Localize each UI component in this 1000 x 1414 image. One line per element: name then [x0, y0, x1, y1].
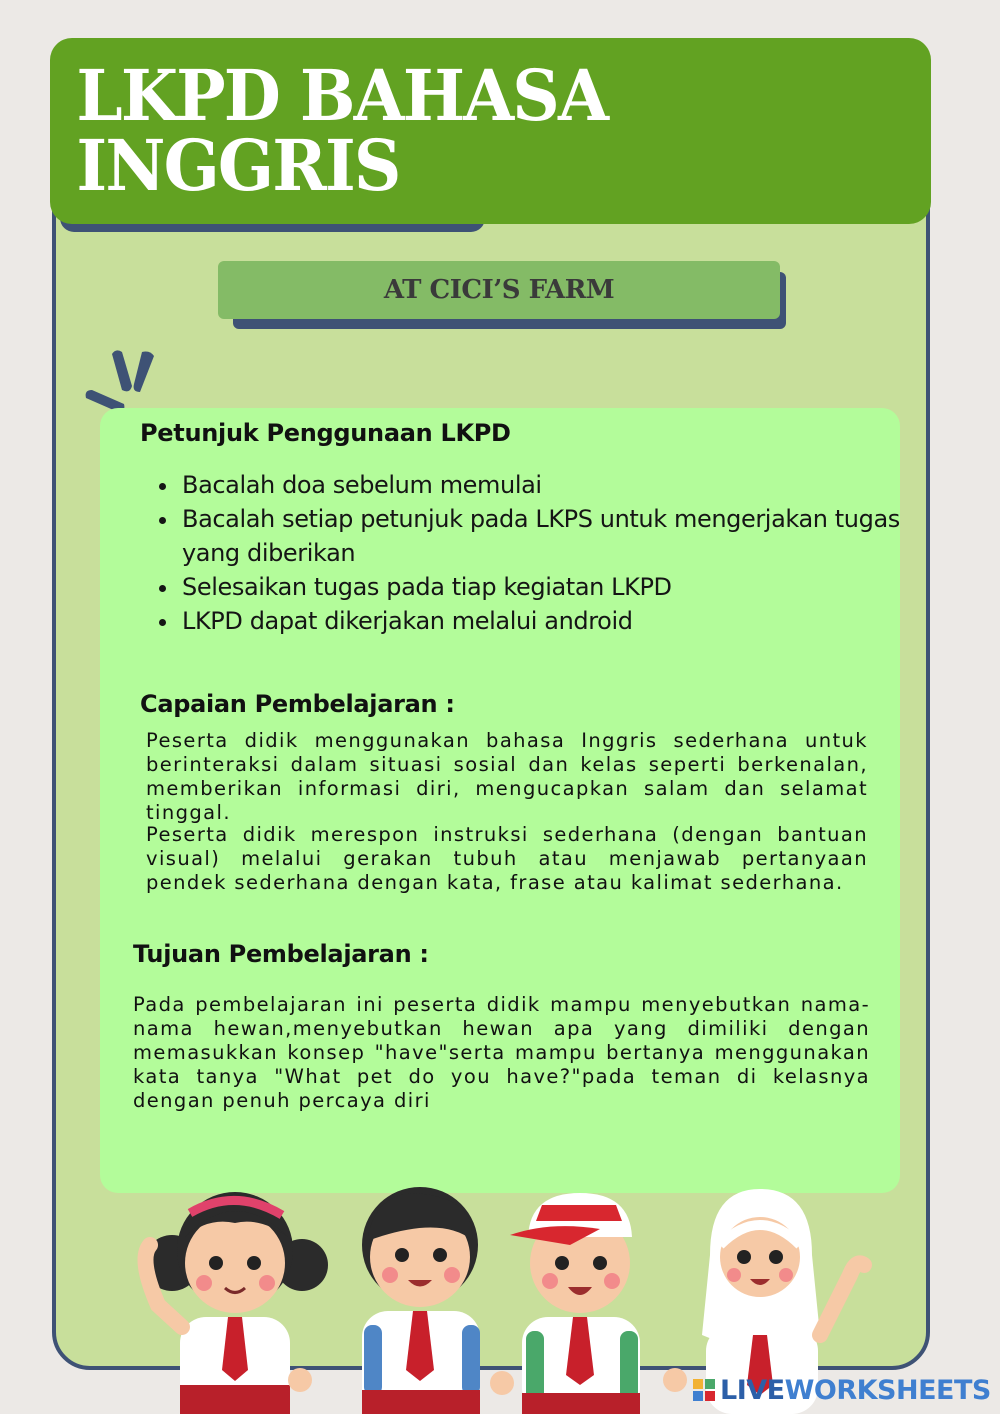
list-item: • LKPD dapat dikerjakan melalui android — [180, 604, 900, 638]
student-boy-icon — [362, 1187, 480, 1414]
tujuan-paragraph: Pada pembelajaran ini peserta didik mampu menyebutkan nama-nama hewan,menyebutkan hewan apa yang dimiliki dengan memasukkan konsep "have"serta mampu bertanya menggunakan kata tanya "What pet do you have?"pada teman di kelasnya dengan penuh percaya diri — [133, 993, 870, 1112]
header-banner — [50, 38, 931, 224]
petunjuk-list — [150, 468, 900, 638]
page-title: LKPD BAHASA INGGRIS — [76, 54, 608, 207]
student-boy-cap-icon — [510, 1193, 640, 1414]
petunjuk-heading: Petunjuk Penggunaan LKPD — [140, 419, 511, 447]
capaian-heading: Capaian Pembelajaran : — [140, 690, 455, 718]
liveworksheets-logo-icon — [692, 1378, 716, 1402]
list-item: • Bacalah doa sebelum memulai — [180, 468, 900, 502]
capaian-paragraph-2: Peserta didik merespon instruksi sederhana (dengan bantuan visual) melalui gerakan tubuh atau menjawab pertanyaan pendek sederhana dengan kata, frase atau kalimat sederhana. — [146, 823, 868, 894]
capaian-paragraph-1: Peserta didik menggunakan bahasa Inggris sederhana untuk berinteraksi dalam situasi sosial dan kelas seperti berkenalan, memberikan informasi diri, mengucapkan salam dan selamat tinggal. — [146, 729, 868, 824]
watermark-part-2: WORKSHEETS — [784, 1374, 991, 1406]
liveworksheets-logo — [692, 1372, 991, 1408]
tujuan-heading: Tujuan Pembelajaran : — [133, 940, 429, 968]
watermark-part-1: LIVE — [720, 1374, 785, 1406]
subtitle-text: AT CICI’S FARM — [383, 275, 615, 305]
list-item: • Selesaikan tugas pada tiap kegiatan LKPD — [180, 570, 900, 604]
burst-decoration-icon — [82, 346, 168, 416]
subtitle-banner — [218, 261, 780, 319]
list-item: • Bacalah setiap petunjuk pada LKPS untuk mengerjakan tugas yang diberikan — [180, 502, 900, 570]
